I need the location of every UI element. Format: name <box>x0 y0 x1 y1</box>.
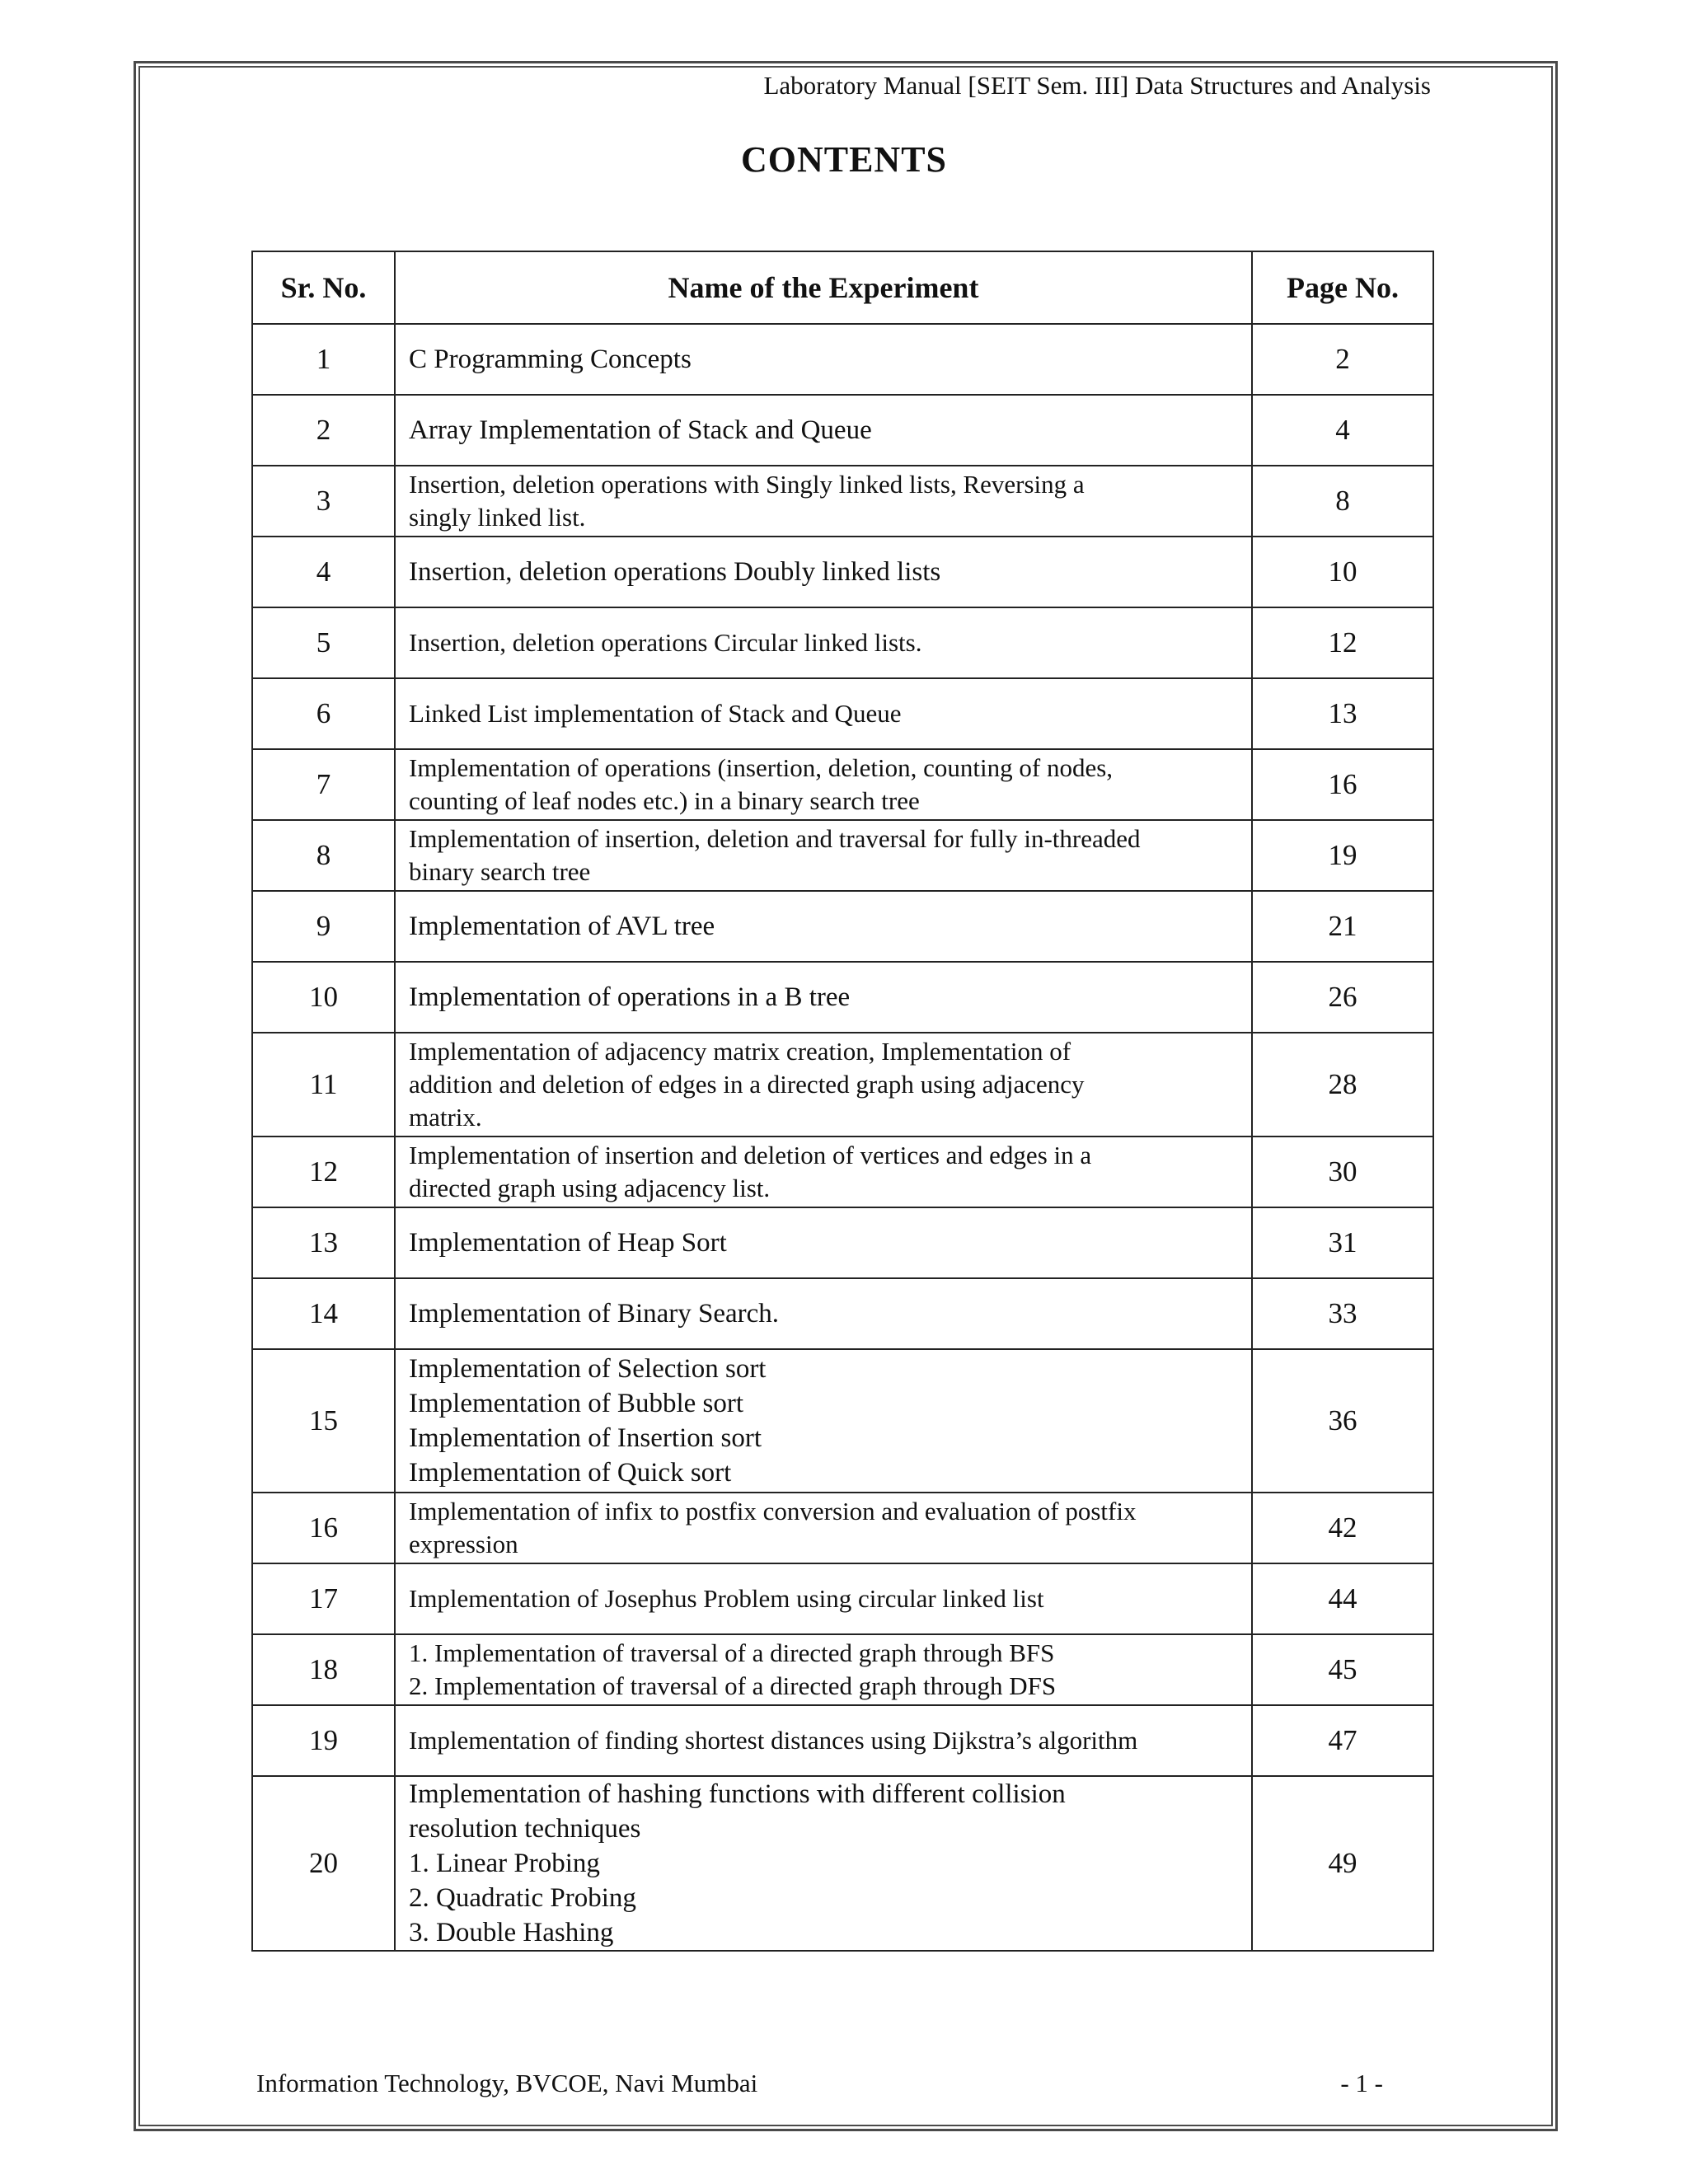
experiment-name-line: Implementation of hashing functions with different collision <box>409 1779 1066 1809</box>
cell-sr-no: 19 <box>252 1705 395 1776</box>
cell-page-no: 49 <box>1252 1776 1433 1951</box>
table-header-row <box>252 251 1433 324</box>
column-header-sr-no: Sr. No. <box>252 251 395 324</box>
table-row <box>252 1278 1433 1349</box>
cell-page-no: 13 <box>1252 678 1433 749</box>
table-row <box>252 962 1433 1033</box>
cell-sr-no: 2 <box>252 395 395 466</box>
experiment-name-line: 2. Quadratic Probing <box>409 1883 636 1913</box>
experiment-name-line: Array Implementation of Stack and Queue <box>409 415 872 445</box>
cell-experiment-name <box>395 1493 1252 1563</box>
cell-page-no: 12 <box>1252 607 1433 678</box>
cell-page-no: 36 <box>1252 1349 1433 1493</box>
experiment-name-line: C Programming Concepts <box>409 344 692 374</box>
running-header: Laboratory Manual [SEIT Sem. III] Data Structures and Analysis <box>763 71 1431 100</box>
cell-experiment-name <box>395 1563 1252 1634</box>
cell-sr-no: 13 <box>252 1207 395 1278</box>
experiment-name-line: Implementation of Quick sort <box>409 1458 732 1488</box>
cell-page-no: 19 <box>1252 820 1433 891</box>
cell-experiment-name <box>395 1705 1252 1776</box>
cell-experiment-name <box>395 1278 1252 1349</box>
experiment-name-line: 2. Implementation of traversal of a directed graph through DFS <box>409 1671 1057 1700</box>
cell-experiment-name <box>395 678 1252 749</box>
cell-experiment-name <box>395 537 1252 607</box>
cell-experiment-name <box>395 1207 1252 1278</box>
cell-sr-no: 7 <box>252 749 395 820</box>
experiment-name-line: Implementation of finding shortest distances using Dijkstra’s algorithm <box>409 1726 1138 1755</box>
experiment-name-line: Insertion, deletion operations Doubly linked lists <box>409 557 941 587</box>
cell-experiment-name <box>395 607 1252 678</box>
cell-sr-no: 4 <box>252 537 395 607</box>
experiment-name-line: singly linked list. <box>409 503 586 532</box>
experiment-name-line: Implementation of operations (insertion, deletion, counting of nodes, <box>409 753 1114 782</box>
experiment-name-line: Implementation of AVL tree <box>409 912 715 941</box>
table-row <box>252 537 1433 607</box>
experiment-name-line: counting of leaf nodes etc.) in a binary search tree <box>409 786 920 815</box>
table-row <box>252 1493 1433 1563</box>
cell-sr-no: 15 <box>252 1349 395 1493</box>
experiment-name-line: Implementation of Selection sort <box>409 1354 767 1384</box>
cell-page-no: 33 <box>1252 1278 1433 1349</box>
cell-experiment-name <box>395 1137 1252 1207</box>
cell-page-no: 4 <box>1252 395 1433 466</box>
cell-page-no: 42 <box>1252 1493 1433 1563</box>
table-row <box>252 607 1433 678</box>
cell-page-no: 21 <box>1252 891 1433 962</box>
experiment-name-line: matrix. <box>409 1103 482 1132</box>
table-row <box>252 678 1433 749</box>
cell-sr-no: 9 <box>252 891 395 962</box>
cell-page-no: 2 <box>1252 324 1433 395</box>
column-header-page-no: Page No. <box>1252 251 1433 324</box>
cell-experiment-name <box>395 1033 1252 1137</box>
cell-sr-no: 10 <box>252 962 395 1033</box>
footer-page-number: - 1 - <box>1340 2069 1383 2097</box>
experiment-name-line: Implementation of Josephus Problem using circular linked list <box>409 1584 1044 1613</box>
footer-institution: Information Technology, BVCOE, Navi Mumbai <box>256 2069 758 2097</box>
cell-sr-no: 17 <box>252 1563 395 1634</box>
cell-page-no: 28 <box>1252 1033 1433 1137</box>
experiment-name-line: Linked List implementation of Stack and Queue <box>409 699 902 728</box>
experiment-name-line: Implementation of adjacency matrix creation, Implementation of <box>409 1037 1071 1066</box>
table-row <box>252 395 1433 466</box>
experiment-name-line: expression <box>409 1530 518 1558</box>
cell-sr-no: 20 <box>252 1776 395 1951</box>
cell-experiment-name <box>395 395 1252 466</box>
cell-sr-no: 14 <box>252 1278 395 1349</box>
experiment-name-line: Implementation of infix to postfix conversion and evaluation of postfix <box>409 1497 1137 1526</box>
cell-experiment-name <box>395 1634 1252 1705</box>
cell-sr-no: 16 <box>252 1493 395 1563</box>
experiment-name-line: Implementation of operations in a B tree <box>409 982 851 1012</box>
table-row <box>252 891 1433 962</box>
experiment-name-line: 1. Implementation of traversal of a directed graph through BFS <box>409 1638 1055 1667</box>
contents-table <box>251 251 1434 1952</box>
cell-page-no: 44 <box>1252 1563 1433 1634</box>
table-row <box>252 1776 1433 1951</box>
experiment-name-line: Implementation of Heap Sort <box>409 1228 727 1258</box>
experiment-name-line: addition and deletion of edges in a directed graph using adjacency <box>409 1070 1085 1099</box>
cell-experiment-name <box>395 466 1252 537</box>
experiment-name-line: 1. Linear Probing <box>409 1849 600 1878</box>
experiment-name-line: Implementation of Bubble sort <box>409 1389 744 1418</box>
table-row <box>252 749 1433 820</box>
contents-table-body <box>252 324 1433 1951</box>
experiment-name-line: Implementation of insertion, deletion and traversal for fully in-threaded <box>409 824 1141 853</box>
cell-page-no: 16 <box>1252 749 1433 820</box>
table-row <box>252 324 1433 395</box>
experiment-name-line: Insertion, deletion operations with Singly linked lists, Reversing a <box>409 470 1085 499</box>
table-row <box>252 466 1433 537</box>
column-header-experiment-name: Name of the Experiment <box>395 251 1252 324</box>
table-row <box>252 820 1433 891</box>
cell-experiment-name <box>395 891 1252 962</box>
cell-sr-no: 6 <box>252 678 395 749</box>
experiment-name-line: binary search tree <box>409 857 591 886</box>
cell-experiment-name <box>395 820 1252 891</box>
cell-page-no: 8 <box>1252 466 1433 537</box>
cell-page-no: 31 <box>1252 1207 1433 1278</box>
cell-sr-no: 11 <box>252 1033 395 1137</box>
cell-sr-no: 3 <box>252 466 395 537</box>
cell-sr-no: 12 <box>252 1137 395 1207</box>
table-row <box>252 1563 1433 1634</box>
cell-page-no: 47 <box>1252 1705 1433 1776</box>
experiment-name-line: directed graph using adjacency list. <box>409 1174 771 1202</box>
cell-experiment-name <box>395 1349 1252 1493</box>
table-row <box>252 1705 1433 1776</box>
experiment-name-line: Insertion, deletion operations Circular linked lists. <box>409 628 922 657</box>
cell-page-no: 45 <box>1252 1634 1433 1705</box>
experiment-name-line: 3. Double Hashing <box>409 1918 614 1947</box>
table-row <box>252 1033 1433 1137</box>
table-row <box>252 1137 1433 1207</box>
cell-experiment-name <box>395 1776 1252 1951</box>
table-row <box>252 1349 1433 1493</box>
cell-sr-no: 8 <box>252 820 395 891</box>
cell-page-no: 26 <box>1252 962 1433 1033</box>
page-title: CONTENTS <box>740 139 948 180</box>
experiment-name-line: resolution techniques <box>409 1814 641 1844</box>
cell-experiment-name <box>395 962 1252 1033</box>
cell-sr-no: 5 <box>252 607 395 678</box>
cell-experiment-name <box>395 749 1252 820</box>
cell-sr-no: 18 <box>252 1634 395 1705</box>
experiment-name-line: Implementation of Binary Search. <box>409 1299 780 1329</box>
cell-page-no: 30 <box>1252 1137 1433 1207</box>
experiment-name-line: Implementation of Insertion sort <box>409 1423 762 1453</box>
cell-sr-no: 1 <box>252 324 395 395</box>
table-row <box>252 1207 1433 1278</box>
cell-experiment-name <box>395 324 1252 395</box>
cell-page-no: 10 <box>1252 537 1433 607</box>
table-row <box>252 1634 1433 1705</box>
experiment-name-line: Implementation of insertion and deletion of vertices and edges in a <box>409 1141 1092 1169</box>
